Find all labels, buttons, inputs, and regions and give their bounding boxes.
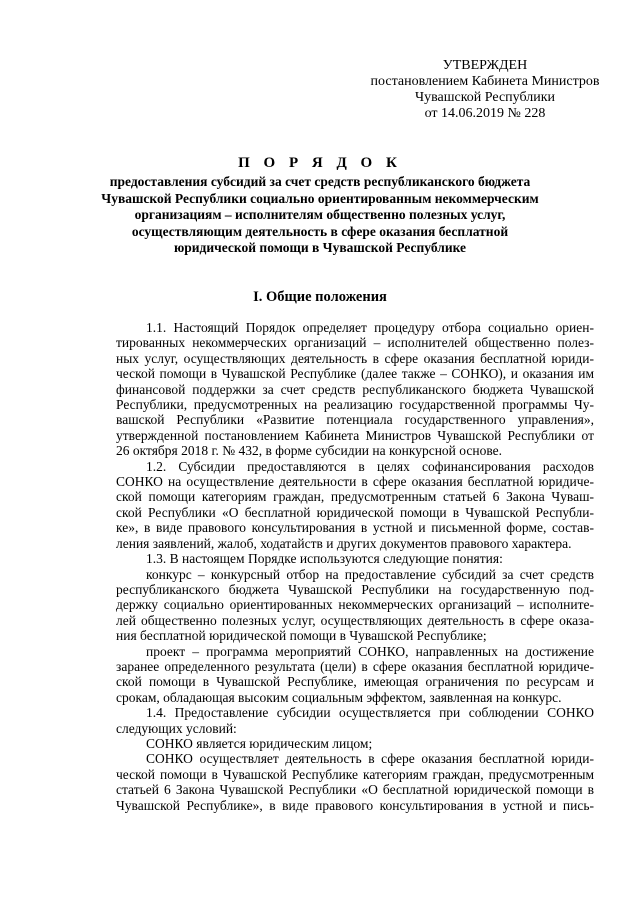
body-line: СОНКО осуществляет деятельность в сфере оказания бесплатной юриди- — [146, 751, 594, 767]
body-line: вашской Республики «Развитие потенциала государственного управления», — [116, 412, 594, 428]
body-line: заранее определенного результата (цели) в сфере оказания бесплатной юридиче- — [116, 658, 594, 674]
body-line: СОНКО является юридическим лицом; — [146, 735, 373, 751]
body-line: финансовой поддержки за счет средств республиканского бюджета Чувашской — [116, 381, 594, 397]
body-line: 1.3. В настоящем Порядке используются следующие понятия: — [146, 551, 503, 567]
body-line: ской помощи в Чувашской Республике, имеющая ограничения по ресурсам и — [116, 674, 594, 690]
section-heading: I. Общие положения — [253, 289, 387, 305]
body-line: конкурс – конкурсный отбор на предоставление субсидий за счет средств — [146, 566, 594, 582]
approval-line: Чувашской Республики — [414, 90, 556, 105]
document-subtitle — [95, 174, 545, 257]
body-line: проект – программа мероприятий СОНКО, направленных на достижение — [146, 643, 594, 659]
body-line: республиканского бюджета Чувашской Республики на государственную под- — [116, 581, 594, 597]
body-line: срокам, обладающая высоким социальным эффектом, заявленная на конкурс. — [116, 689, 562, 705]
body-line: ления заявлений, жалоб, ходатайств и других документов правового характера. — [116, 535, 572, 551]
body-line: 1.1. Настоящий Порядок определяет процедуру отбора социально ориен- — [146, 320, 594, 335]
body-line: ных услуг, осуществляющих деятельность в сфере оказания бесплатной юриди- — [116, 350, 594, 366]
body-line: Чувашской Республике», в виде правового консультирования в устной и пись- — [116, 797, 594, 813]
approval-line: УТВЕРЖДЕН — [442, 58, 528, 73]
body-line: ке», в виде правового консультирования в устной и письменной форме, состав- — [116, 520, 594, 536]
body-line: 1.2. Субсидии предоставляются в целях софинансирования расходов — [146, 458, 594, 474]
body-line: ской помощи категориям граждан, предусмотренным статьей 6 Закона Чуваш- — [116, 489, 594, 505]
approval-stamp — [360, 58, 610, 122]
document-title: П О Р Я Д О К — [238, 155, 402, 171]
approval-line: постановлением Кабинета Министров — [370, 74, 600, 89]
body-line: утвержденной постановлением Кабинета Министров Чувашской Республики от — [116, 427, 594, 443]
approval-line: от 14.06.2019 № 228 — [424, 106, 546, 121]
body-line: ческой помощи в Чувашской Республике (далее также – СОНКО), и оказания им — [116, 366, 594, 382]
body-line: статьей 6 Закона Чувашской Республики «О бесплатной юридической помощи в — [116, 782, 594, 798]
body-line: ской Республики «О бесплатной юридической помощи в Чувашской Республи- — [116, 504, 594, 520]
subtitle-line: предоставления субсидий за счет средств республиканского бюджета — [109, 174, 531, 189]
body-line: ческой помощи в Чувашской Республике категориям граждан, предусмотренным — [116, 766, 594, 782]
subtitle-line: осуществляющим деятельность в сфере оказания бесплатной — [131, 223, 509, 239]
body-line: 1.4. Предоставление субсидии осуществляется при соблюдении СОНКО — [146, 705, 594, 721]
subtitle-line: организациям – исполнителям общественно полезных услуг, — [134, 207, 506, 222]
body-line: СОНКО на осуществление деятельности в сфере оказания бесплатной юридиче- — [116, 474, 594, 490]
subtitle-line: Чувашской Республики социально ориентированным некоммерческим — [101, 190, 539, 206]
body-line: лей общественно полезных услуг, осуществляющих деятельность в сфере оказа- — [116, 612, 594, 628]
body-line: тированных некоммерческих организаций – исполнителей общественно полез- — [116, 335, 594, 351]
document-body — [116, 320, 594, 813]
body-line: 26 октября 2018 г. № 432, в форме субсидии на конкурсной основе. — [116, 443, 502, 459]
body-line: ния бесплатной юридической помощи в Чувашской Республике; — [116, 628, 487, 644]
body-line: следующих условий: — [116, 720, 237, 736]
body-line: Республики, предусмотренных на реализацию государственной программы Чу- — [116, 397, 594, 413]
body-line: держку социально ориентированных некоммерческих организаций – исполните- — [116, 597, 594, 613]
subtitle-line: юридической помощи в Чувашской Республике — [173, 240, 467, 255]
